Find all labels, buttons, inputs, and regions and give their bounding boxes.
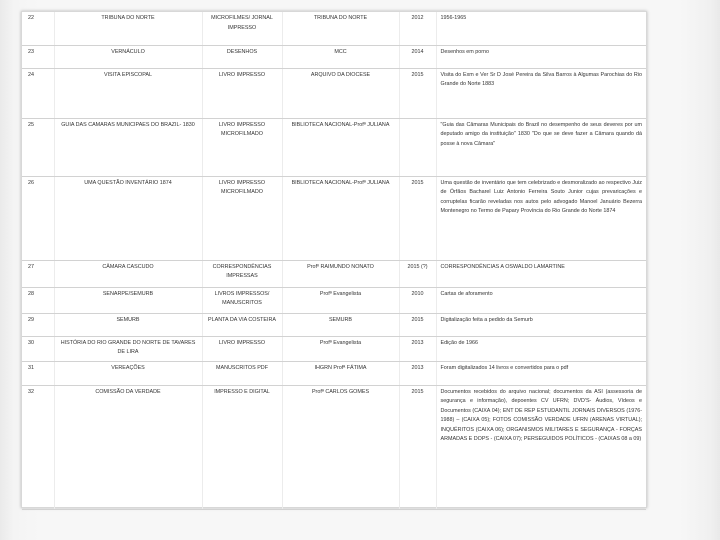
source: Profº RAIMUNDO NONATO	[282, 260, 399, 287]
table-row	[22, 361, 646, 385]
source: SEMURB	[282, 313, 399, 336]
collection-name: CÂMARA CASCUDO	[54, 260, 202, 287]
document-sheet	[21, 11, 647, 508]
description: Uma questão de inventário que tem celebrizado e desmoralizado ao respectivo Juiz de Órfãos Bacharel Luiz Antonio Ferreira Souto Junior cujas prevaricações e corruptelas ficarão reveladas nos autos pelo advogado Manoel Januário Bezerra Montenegro no Termo de Papary Província do Rio Grande do Norte 1874	[436, 176, 646, 260]
year: 2015	[399, 176, 436, 260]
media-type: MANUSCRITOS PDF	[202, 361, 282, 385]
description: 1956-1965	[436, 12, 646, 45]
table-row	[22, 336, 646, 361]
description: "Guia das Câmaras Municipais do Brazil no desempenho de seus deveres por um deputado amigo da instituição" 1830 "Do que se deve fazer a Câmara quando dá posse à nova Câmara"	[436, 118, 646, 176]
description: Foram digitalizados 14 livros e convertidos para o pdf	[436, 361, 646, 385]
description: Edição de 1966	[436, 336, 646, 361]
year: 2015	[399, 313, 436, 336]
source: BIBLIOTECA NACIONAL-Profª JULIANA	[282, 118, 399, 176]
year: 2010	[399, 287, 436, 313]
collection-name: VERNÁCULO	[54, 45, 202, 68]
row-number: 23	[22, 45, 54, 68]
table-row	[22, 260, 646, 287]
collection-name: SENARPE/SEMURB	[54, 287, 202, 313]
row-number: 25	[22, 118, 54, 176]
source: Profª Evangelista	[282, 287, 399, 313]
description: Cartas de aforamento	[436, 287, 646, 313]
year: 2015	[399, 68, 436, 118]
table-row	[22, 287, 646, 313]
source: IHGRN Profª FÁTIMA	[282, 361, 399, 385]
description: Digitalização feita a pedido da Semurb	[436, 313, 646, 336]
row-number: 29	[22, 313, 54, 336]
year: 2015 (?)	[399, 260, 436, 287]
collection-name: UMA QUESTÃO INVENTÁRIO 1874	[54, 176, 202, 260]
collection-name: COMISSÃO DA VERDADE	[54, 385, 202, 509]
year	[399, 118, 436, 176]
collection-name: HISTÓRIA DO RIO GRANDE DO NORTE DE TAVARES DE LIRA	[54, 336, 202, 361]
collection-name: TRIBUNA DO NORTE	[54, 12, 202, 45]
source: MCC	[282, 45, 399, 68]
archive-table	[22, 12, 646, 510]
table-row	[22, 118, 646, 176]
media-type: MICROFILMES/ JORNAL IMPRESSO	[202, 12, 282, 45]
collection-name: VISITA EPISCOPAL	[54, 68, 202, 118]
row-number: 26	[22, 176, 54, 260]
year: 2015	[399, 385, 436, 509]
year: 2012	[399, 12, 436, 45]
media-type: PLANTA DA VIA COSTEIRA	[202, 313, 282, 336]
media-type: LIVRO IMPRESSO MICROFILMADO	[202, 118, 282, 176]
source: BIBLIOTECA NACIONAL-Profª JULIANA	[282, 176, 399, 260]
table-row	[22, 45, 646, 68]
collection-name: GUIA DAS CAMARAS MUNICIPAES DO BRAZIL- 1830	[54, 118, 202, 176]
media-type: LIVRO IMPRESSO	[202, 68, 282, 118]
description: CORRESPONDÊNCIAS A OSWALDO LAMARTINE	[436, 260, 646, 287]
collection-name: VEREAÇÕES	[54, 361, 202, 385]
source: Profª CARLOS GOMES	[282, 385, 399, 509]
media-type: CORRESPONDÊNCIAS IMPRESSAS	[202, 260, 282, 287]
media-type: IMPRESSO E DIGITAL	[202, 385, 282, 509]
row-number: 28	[22, 287, 54, 313]
media-type: LIVRO IMPRESSO MICROFILMADO	[202, 176, 282, 260]
table-row	[22, 313, 646, 336]
row-number: 27	[22, 260, 54, 287]
table-row	[22, 176, 646, 260]
row-number: 32	[22, 385, 54, 509]
media-type: LIVRO IMPRESSO	[202, 336, 282, 361]
table-row	[22, 12, 646, 45]
year: 2013	[399, 336, 436, 361]
media-type: LIVROS IMPRESSOS/ MANUSCRITOS	[202, 287, 282, 313]
table-row	[22, 385, 646, 509]
source: Profª Evangelista	[282, 336, 399, 361]
media-type: DESENHOS	[202, 45, 282, 68]
year: 2013	[399, 361, 436, 385]
year: 2014	[399, 45, 436, 68]
row-number: 31	[22, 361, 54, 385]
description: Visita do Exm e Ver Sr D José Pereira da Silva Barros à Algumas Parochias do Rio Grande do Norte 1883	[436, 68, 646, 118]
row-number: 22	[22, 12, 54, 45]
source: TRIBUNA DO NORTE	[282, 12, 399, 45]
source: ARQUIVO DA DIOCESE	[282, 68, 399, 118]
row-number: 30	[22, 336, 54, 361]
table-row	[22, 68, 646, 118]
description: Desenhos em porno	[436, 45, 646, 68]
collection-name: SEMURB	[54, 313, 202, 336]
description: Documentos recebidos do arquivo nacional; documentos da ASI (assessoria de segurança e informação), depoentes CV UFRN; DVD'S- Áudios, Vídeos e Documentos (CAIXA 04); ENT DE REP ESTUDANTIL JORNAIS DIVERSOS (1976-1988) – (CAIXA 05); FOTOS COMISSÃO VERDADE UFRN (ARENAS VIRTUAL); INQUÉRITOS (CAIXA 06); ORGANISMOS MILITARES E SEGURANÇA - FORÇAS ARMADAS E DOPS - (CAIXA 07); PERSEGUIDOS POLÍTICOS - (CAIXAS 08 a 09)	[436, 385, 646, 509]
row-number: 24	[22, 68, 54, 118]
